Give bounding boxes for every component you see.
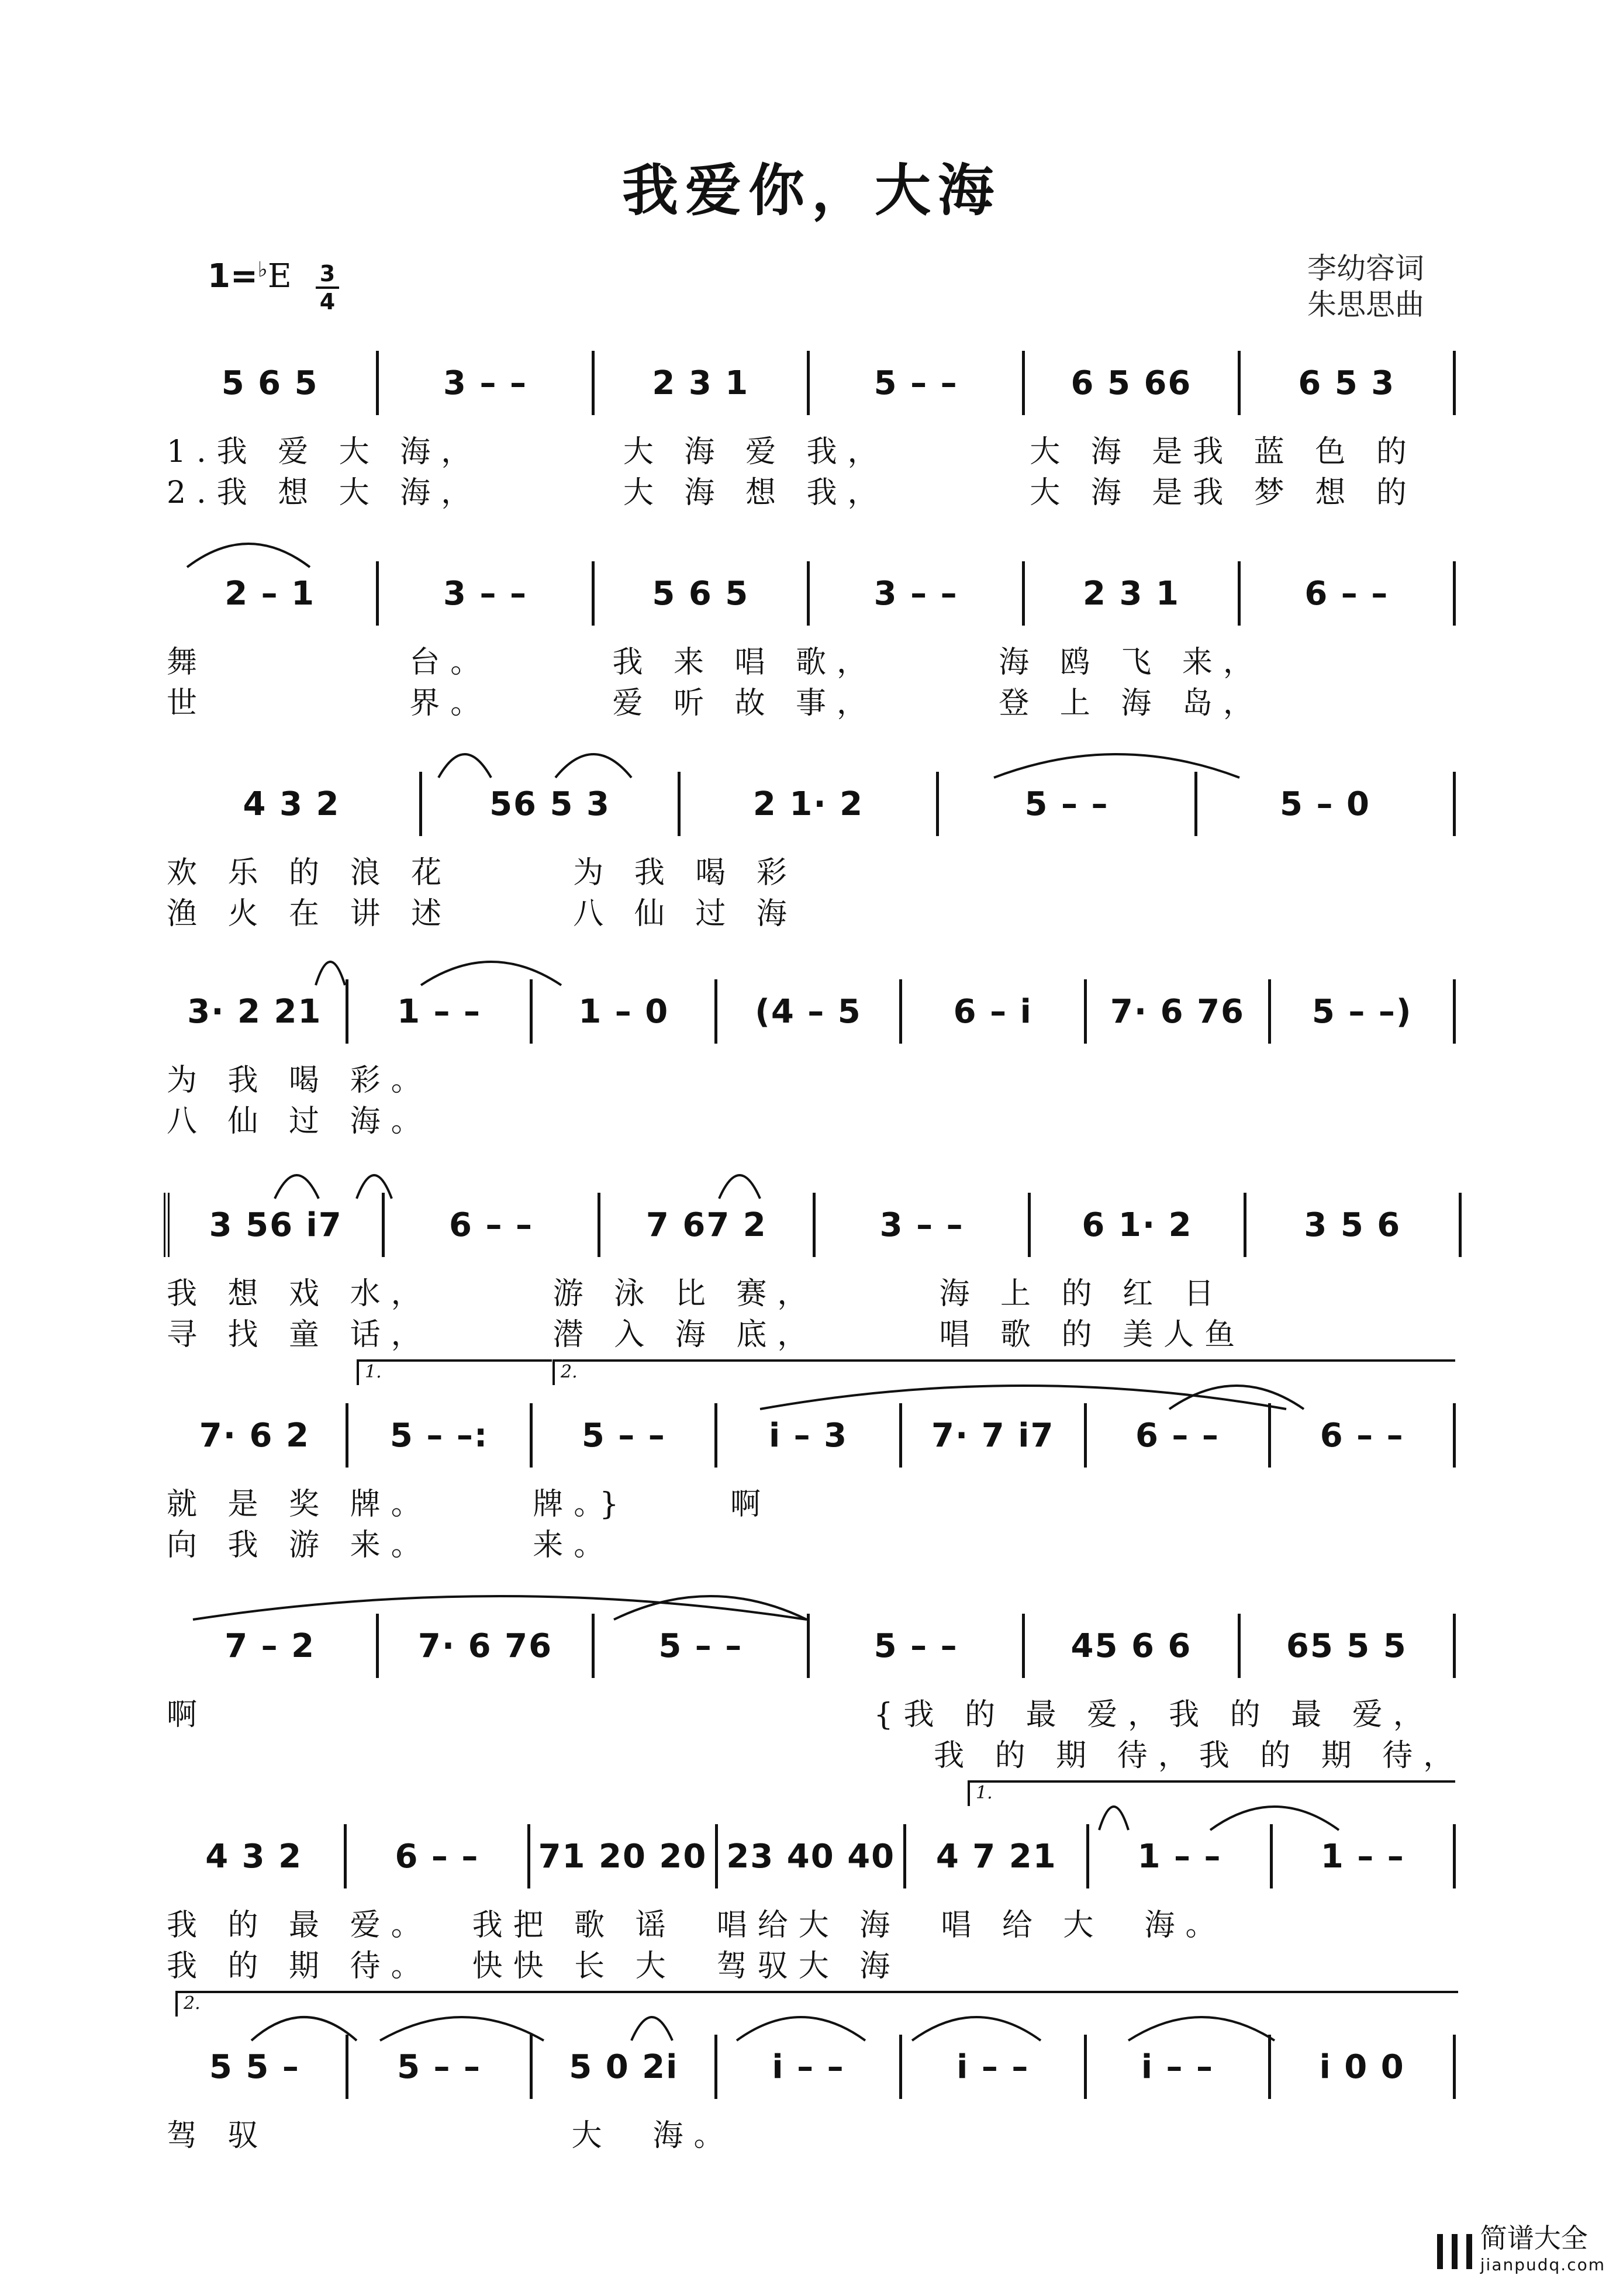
slur-marks xyxy=(0,1783,1623,1836)
measure-notes: 1 – 0 xyxy=(578,992,669,1031)
lyric-line: 寻 找 童 话， 潜 入 海 底， 唱 歌 的 美人鱼 xyxy=(167,1317,1246,1352)
measure-notes: 7 67 2 xyxy=(645,1206,767,1244)
lyric-line: 我 想 戏 水， 游 泳 比 赛， 海 上 的 红 日 xyxy=(167,1276,1225,1311)
measure-notes: 3 – – xyxy=(873,574,958,613)
measure-notes: i – – xyxy=(1141,2048,1214,2086)
measure-notes: 6 – – xyxy=(1135,1416,1220,1455)
time-signature-top: 3 xyxy=(319,261,336,286)
slur-marks xyxy=(0,1573,1623,1625)
measure-notes: 7 – 2 xyxy=(225,1627,316,1665)
lyric-line: 2.我 想 大 海， 大 海 想 我， 大 海 是我 梦 想 的 xyxy=(167,475,1417,510)
measure-notes: 6 1· 2 xyxy=(1082,1206,1193,1244)
time-signature xyxy=(316,262,339,313)
staff-system xyxy=(0,351,1623,544)
measure-notes: 3 – – xyxy=(443,574,527,613)
measure-notes: 6 – – xyxy=(449,1206,533,1244)
lyric-line: 我 的 期 待，我 的 期 待， xyxy=(167,1738,1465,1773)
measure-notes: 1 – – xyxy=(397,992,482,1031)
lyric-line: 啊 {我 的 最 爱，我 的 最 爱， xyxy=(167,1697,1434,1732)
time-signature-bottom: 4 xyxy=(319,289,336,315)
measure-notes: 56 5 3 xyxy=(489,785,610,823)
slur-marks xyxy=(0,520,1623,573)
measure-notes: i – – xyxy=(956,2048,1030,2086)
slur-marks xyxy=(0,938,1623,991)
watermark xyxy=(1437,2222,1605,2278)
measure-notes: 6 – – xyxy=(1320,1416,1404,1455)
measure-notes: 7· 6 76 xyxy=(417,1627,553,1665)
measure-notes: i – – xyxy=(772,2048,845,2086)
measure-notes: 5 – – xyxy=(873,1627,958,1665)
measure-notes: 6 – – xyxy=(1304,574,1389,613)
staff-system xyxy=(0,772,1623,965)
measure-notes: 7· 7 i7 xyxy=(931,1416,1055,1455)
slur-marks xyxy=(0,731,1623,783)
watermark-brand: 简谱大全 xyxy=(1480,2222,1588,2254)
slur-marks xyxy=(0,1362,1623,1415)
measure-notes: 2 3 1 xyxy=(652,364,750,402)
measure-notes: 23 40 40 xyxy=(726,1837,896,1876)
measure-notes: 5 5 – xyxy=(209,2048,300,2086)
measure-notes: i 0 0 xyxy=(1319,2048,1405,2086)
lyric-line: 世 界。 爱 听 故 事， 登 上 海 岛， xyxy=(167,686,1264,721)
slur-marks xyxy=(0,1994,1623,2046)
measure-notes: 4 3 2 xyxy=(243,785,340,823)
measure-notes: 4 7 21 xyxy=(935,1837,1057,1876)
lyric-line: 欢 乐 的 浪 花 为 我 喝 彩 xyxy=(167,855,797,890)
staff-system xyxy=(0,1993,1623,2228)
measure-notes: 3 56 i7 xyxy=(209,1206,343,1244)
flat-sign: ♭ xyxy=(257,258,268,282)
measure-notes: 5 – 0 xyxy=(1280,785,1370,823)
measure-notes: 3· 2 21 xyxy=(187,992,322,1031)
measure-notes: 2 – 1 xyxy=(225,574,316,613)
measure-notes: 71 20 20 xyxy=(538,1837,707,1876)
measure-notes: 5 – – xyxy=(1024,785,1109,823)
key-prefix: 1= xyxy=(208,257,258,295)
lyric-line: 1.我 爱 大 海， 大 海 爱 我， 大 海 是我 蓝 色 的 xyxy=(167,434,1417,469)
measure-notes: 6 5 66 xyxy=(1071,364,1192,402)
measure-notes: 6 – i xyxy=(953,992,1032,1031)
composer: 朱思思曲 xyxy=(1307,288,1424,322)
measure-notes: 5 6 5 xyxy=(652,574,750,613)
measure-notes: 3 – – xyxy=(443,364,527,402)
key-signature xyxy=(208,257,292,295)
lyric-line: 就 是 奖 牌。 牌。} 啊 xyxy=(167,1487,771,1522)
measure-notes: 3 – – xyxy=(879,1206,964,1244)
measure-notes: 5 0 2i xyxy=(569,2048,679,2086)
staff-system xyxy=(0,1783,1623,2017)
lyric-line: 我 的 最 爱。 我把 歌 谣 唱给大 海 唱 给 大 海。 xyxy=(167,1908,1227,1943)
measure-notes: 5 – – xyxy=(397,2048,482,2086)
measure-notes: 5 6 5 xyxy=(221,364,319,402)
measure-notes: 5 – – xyxy=(581,1416,666,1455)
lyric-line: 舞 台。 我 来 唱 歌， 海 鸥 飞 来， xyxy=(167,645,1264,680)
measure-notes: 5 – – xyxy=(658,1627,743,1665)
measure-notes: (4 – 5 xyxy=(755,992,862,1031)
lyric-line: 八 仙 过 海。 xyxy=(167,1104,432,1139)
slur-marks xyxy=(0,310,1623,362)
staff-system xyxy=(0,979,1623,1172)
lyric-line: 为 我 喝 彩。 xyxy=(167,1063,432,1098)
lyric-line: 渔 火 在 讲 述 八 仙 过 海 xyxy=(167,896,797,931)
volta-bracket: 1. xyxy=(968,1780,1455,1806)
measure-notes: 2 1· 2 xyxy=(752,785,864,823)
lyric-line: 向 我 游 来。 来。 xyxy=(167,1528,615,1563)
measure-notes: 4 3 2 xyxy=(205,1837,303,1876)
measure-notes: 45 6 6 xyxy=(1071,1627,1192,1665)
measure-notes: 65 5 5 xyxy=(1286,1627,1407,1665)
measure-notes: 6 5 3 xyxy=(1298,364,1396,402)
measure-notes: i – 3 xyxy=(768,1416,848,1455)
watermark-url: jianpudq.com xyxy=(1480,2255,1605,2274)
key-note: E xyxy=(267,257,292,295)
measure-notes: 2 3 1 xyxy=(1083,574,1180,613)
measure-notes: 5 – –: xyxy=(389,1416,489,1455)
song-title: 我爱你，大海 xyxy=(622,157,1001,223)
staff-system xyxy=(0,1193,1623,1386)
volta-bracket: 1. xyxy=(357,1359,552,1385)
measure-notes: 6 – – xyxy=(395,1837,479,1876)
staff-system xyxy=(0,1614,1623,1807)
measure-notes: 1 – – xyxy=(1320,1837,1405,1876)
volta-bracket: 2. xyxy=(175,1991,1458,2017)
staff-system xyxy=(0,1362,1623,1596)
measure-notes: 5 – – xyxy=(873,364,958,402)
measure-notes: 5 – –) xyxy=(1311,992,1413,1031)
lyric-line: 驾 驭 大 海。 xyxy=(167,2118,735,2153)
measure-notes: 3 5 6 xyxy=(1304,1206,1401,1244)
watermark-logo-icon xyxy=(1437,2234,1472,2269)
lyric-line: 我 的 期 待。 快快 长 大 驾驭大 海 xyxy=(167,1949,901,1984)
measure-notes: 7· 6 76 xyxy=(1110,992,1245,1031)
measure-notes: 1 – – xyxy=(1137,1837,1222,1876)
measure-notes: 7· 6 2 xyxy=(199,1416,310,1455)
volta-bracket: 2. xyxy=(552,1359,1455,1385)
slur-marks xyxy=(0,1152,1623,1204)
lyricist: 李幼容词 xyxy=(1307,251,1424,285)
staff-system xyxy=(0,561,1623,754)
